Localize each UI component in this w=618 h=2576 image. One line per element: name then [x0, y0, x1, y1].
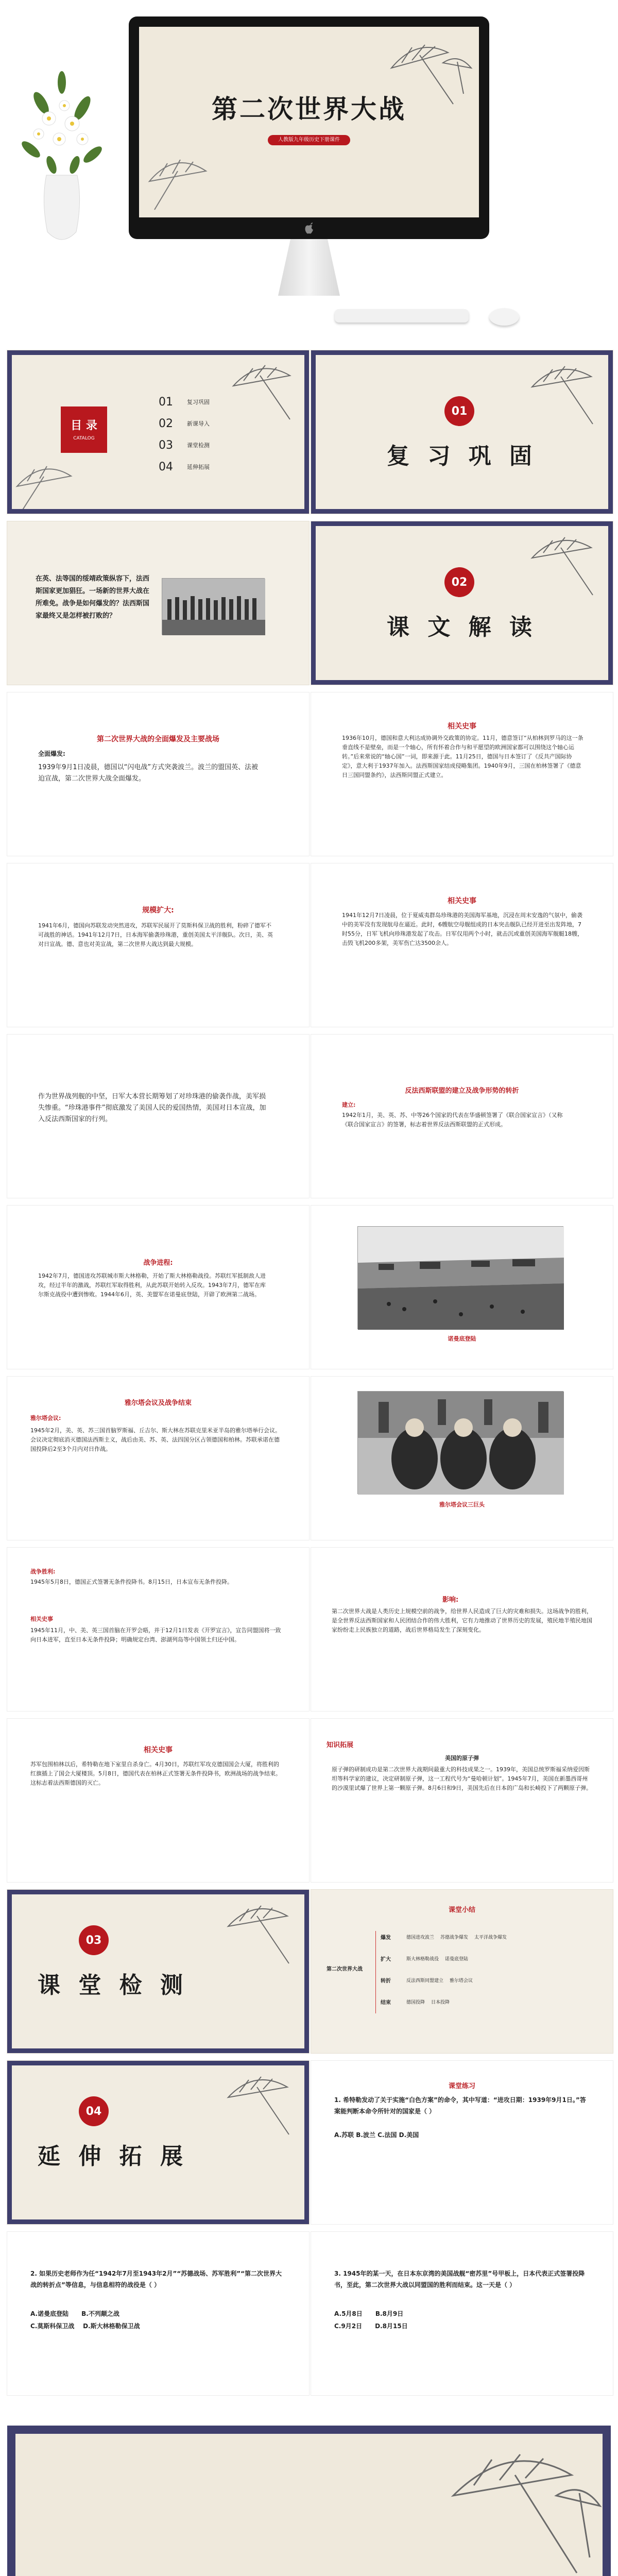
content-slide-pearl-harbor [311, 863, 613, 1027]
content-slide-outbreak [7, 692, 309, 856]
slide-label: 雅尔塔会议: [30, 1415, 61, 1421]
decorative-umbrella-icon [438, 2434, 603, 2576]
slide-body: 1939年9月1日凌晨，德国以“闪电战”方式突袭波兰。波兰的盟国英、法被迫宣战，第二次世界大战全面爆发。 [38, 764, 259, 783]
question-options[interactable]: A.诺曼底登陆 B.不列颠之战 [30, 2310, 119, 2317]
flower-vase-image [10, 36, 113, 252]
soldiers-photo-image [162, 579, 265, 635]
slide-subheading: 美国的原子弹 [445, 1755, 479, 1761]
content-slide-yalta-photo [311, 1377, 613, 1540]
intro-slide [7, 521, 309, 685]
slide-heading: 第二次世界大战的全面爆发及主要战场 [97, 735, 219, 743]
photo-caption: 雅尔塔会议三巨头 [439, 1501, 485, 1508]
toc-slide [7, 350, 309, 514]
content-slide-axis [311, 692, 613, 856]
slide-label: 相关史事 [30, 1616, 53, 1622]
branch-item: 德国进攻波兰 [406, 1935, 435, 1940]
slide-heading: 规模扩大: [142, 906, 174, 914]
hero-section [0, 0, 618, 340]
section-number: 02 [444, 567, 474, 597]
photo-caption: 诺曼底登陆 [448, 1335, 476, 1342]
practice-slide-2 [7, 2232, 309, 2395]
slide-label: 全面爆发: [38, 750, 65, 757]
slide-body: 1942年7月，德国进攻苏联城市斯大林格勒，开始了斯大林格勒战役。苏联红军抵制敌人进攻，经过半年的激战，苏联红军取得胜利，从此苏联开始转入反攻。1943年7月，德军在库尔斯克战役中遭到惨败。1944年6月，英、美盟军在诺曼底登陆，开辟了欧洲第二战场。 [38, 1273, 266, 1298]
branch-item: 反法西斯同盟建立 [406, 1978, 444, 1984]
slide-body: 1945年2月，美、英、苏三国首脑罗斯福、丘吉尔、斯大林在苏联克里米亚半岛的雅尔塔举行会议。会议决定彻底消灭德国法西斯主义，战后由美、苏、英、法四国分区占领德国和柏林。苏联承诺在德国投降后2至3个月内对日作战。 [30, 1427, 281, 1452]
content-slide-alliance [311, 1035, 613, 1198]
toc-badge [61, 406, 107, 453]
decorative-umbrella-icon [522, 355, 609, 427]
hero-title: 第二次世界大战 [212, 94, 406, 124]
slide-heading: 战争进程: [143, 1259, 173, 1267]
content-slide-yalta [7, 1377, 309, 1540]
slide-body: 1945年11月，中、美、英三国首脑在开罗会晤，并于12月1日发表《开罗宣言》，宣告同盟国将一致向日本进军，直至日本无条件投降；明确规定台湾、澎湖列岛等中国领土归还中国。 [30, 1627, 281, 1643]
branch-item: 德国投降 [406, 1999, 425, 2005]
practice-slide-1 [311, 2061, 613, 2224]
slide-heading: 相关史事 [448, 897, 476, 905]
slide-body: 1941年6月，德国向苏联发动突然进攻，苏联军民展开了莫斯科保卫战的胜利，粉碎了德军不可战胜的神话。1941年12月7日，日本海军偷袭珍珠港，重创美国太平洋舰队。次日，美、英对日宣战。德、意也对美宣战，第二次世界大战达到最大规模。 [38, 922, 273, 947]
monitor-screen [139, 27, 479, 217]
toc-item-num: 03 [159, 438, 173, 452]
monitor-frame [129, 16, 489, 239]
question-options[interactable]: A.苏联 B.波兰 C.法国 D.美国 [334, 2131, 419, 2139]
toc-item-num: 01 [159, 395, 173, 409]
yalta-photo-image [358, 1392, 564, 1495]
decorative-umbrella-icon [218, 1894, 305, 1967]
toc-item-num: 04 [159, 460, 173, 473]
summary-slide [311, 1890, 613, 2053]
decorative-umbrella-icon [218, 2065, 305, 2138]
toc-item-label: 复习巩固 [187, 399, 210, 405]
toc-badge-sub: CATALOG [73, 436, 95, 441]
branch-item: 苏德战争爆发 [440, 1935, 469, 1940]
slide-heading: 反法西斯联盟的建立及战争形势的转折 [405, 1087, 519, 1095]
ending-slide [7, 2426, 611, 2576]
branch-item: 诺曼底登陆 [445, 1956, 469, 1962]
toc-item[interactable] [159, 391, 262, 413]
section-number: 04 [79, 2096, 109, 2126]
slide-body: 苏军包围柏林以后，希特勒在地下室里自杀身亡。4月30日，苏联红军攻克德国国会大厦，将胜利的红旗插上了国会大厦楼顶。5月8日，德国代表在柏林正式签署无条件投降书，欧洲战场的战争结束。这标志着法西斯德国的灭亡。 [30, 1761, 281, 1786]
monitor-stand [278, 239, 340, 296]
content-slide-progress [7, 1206, 309, 1369]
branch-label: 爆发 [381, 1935, 391, 1941]
content-slide-normandy [311, 1206, 613, 1369]
slide-heading: 知识拓展 [327, 1741, 354, 1749]
intro-question: 在英、法等国的绥靖政策纵容下，法西斯国家更加猖狂。一场新的世界大战在所难免。战争是如何爆发的？法西斯国家最终又是怎样被打败的？ [36, 575, 150, 620]
hero-subtitle: 人教版九年级历史下册课件 [268, 135, 350, 145]
slide-label: 战争胜利: [30, 1568, 56, 1575]
question-text: 1. 希特勒发动了关于实施“白色方案”的命令，其中写道：“进攻日期：1939年9月1日。”答案能判断本命令所针对的国家是（ ） [334, 2096, 586, 2115]
toc-item[interactable] [159, 413, 262, 434]
summary-title: 课堂小结 [448, 1906, 475, 1914]
slide-heading: 相关史事 [448, 722, 476, 731]
keyboard [335, 309, 469, 323]
section-title: 课 堂 检 测 [38, 1972, 188, 1998]
slide-heading: 雅尔塔会议及战争结束 [124, 1399, 192, 1407]
slide-body: 作为世界战列舰的中坚，日军大本营长期筹划了对珍珠港的偷袭作战，美军损失惨重。“珍珠港事件”彻底激发了美国人民的爱国热情，美国对日本宣战，加入反法西斯国家的行列。 [38, 1093, 266, 1123]
question-text: 3. 1945年的某一天，在日本东京湾的美国战舰“密苏里”号甲板上，日本代表正式签署投降书，至此，第二次世界大战以同盟国的胜利而结束。这一天是（ ） [334, 2270, 585, 2289]
branch-label: 扩大 [381, 1956, 391, 1962]
branch-item: 日本投降 [431, 1999, 450, 2005]
decorative-umbrella-icon [12, 458, 79, 514]
section-03-slide [7, 1890, 309, 2053]
section-02-slide [311, 521, 613, 685]
slide-body: 1936年10月，德国和意大利达成协调外交政策的协定。11月，德意签订“从柏林到罗马的这一条垂直线不是壁垒，而是一个轴心，所有怀着合作与和平愿望的欧洲国家都可以围绕这个轴心运转。”后来常说的“轴心国”一词，即来源于此。11月25日，德国与日本签订了《反共产国际协定》，意大利于1937年加入。法西斯国家结成侵略集团。1940年9月，三国在柏林签署了《德意日三国同盟条约》，法西斯同盟正式建立。 [342, 735, 583, 778]
section-04-slide [7, 2061, 309, 2224]
question-text: 2. 如果历史老师作为任“1942年7月至1943年2月”“苏德战场、苏军胜利”“第二次世界大战的转折点”等信息，与信息相符的战役是（ ） [30, 2270, 282, 2289]
slide-label: 建立: [342, 1101, 356, 1108]
question-options[interactable]: C.9月2日 D.8月15日 [334, 2323, 408, 2330]
section-number: 03 [79, 1925, 109, 1955]
toc-item-label: 延伸拓展 [187, 464, 210, 470]
apple-logo-icon [304, 223, 314, 234]
question-options[interactable]: C.莫斯科保卫战 D.斯大林格勒保卫战 [30, 2323, 140, 2330]
content-slide-atomic [311, 1719, 613, 1882]
branch-item: 雅尔塔会议 [450, 1978, 473, 1984]
normandy-photo-image [358, 1227, 564, 1330]
mind-map-root: 第二次世界大战 [327, 1967, 363, 1972]
section-01-slide [311, 350, 613, 514]
slide-heading: 影响: [442, 1596, 459, 1604]
slide-body: 原子弹的研制成功是第二次世界大战期间最重大的科技成果之一。1939年，美国总统罗斯福采纳爱因斯坦等科学家的建议，决定研制原子弹，这一工程代号为“曼哈顿计划”。1945年7月，美国在新墨西哥州的沙漠里试爆了世界上第一颗原子弹。8月6日和9日，美国先后在日本的广岛和长崎投下了两颗原子弹。 [332, 1766, 592, 1791]
branch-item: 太平洋战争爆发 [474, 1935, 507, 1940]
content-slide-impact [311, 1548, 613, 1711]
ending-title [15, 2565, 603, 2576]
slide-heading: 相关史事 [144, 1746, 173, 1754]
practice-slide-3 [311, 2232, 613, 2395]
toc-list [159, 391, 262, 478]
yalta-photo [357, 1391, 563, 1494]
decorative-umbrella-icon [522, 526, 609, 598]
section-number: 01 [444, 396, 474, 426]
toc-item-label: 新课导入 [187, 420, 210, 427]
section-title: 课 文 解 读 [387, 614, 537, 640]
toc-badge-label: 目 录 [71, 419, 97, 432]
slide-body: 1941年12月7日凌晨，位于夏威夷群岛珍珠港的美国海军基地，沉浸在周末安逸的气氛中，偷袭中的美军没有发现航母在逼近。此时，6艘航空母舰组成的日本突击舰队已经开进至出发阵地，7时55分，日军飞机向珍珠港发起了攻击。日军仅用两个小时，就击沉或重创美国海军舰艇18艘，击毁飞机200多架，美军伤亡达3500余人。 [342, 912, 583, 946]
mind-map-connector [375, 1931, 376, 2013]
branch-item: 斯大林格勒战役 [406, 1956, 439, 1962]
mind-map-branch [381, 1926, 597, 2012]
question-options[interactable]: A.5月8日 B.8月9日 [334, 2310, 404, 2317]
practice-title: 课堂练习 [448, 2082, 475, 2090]
content-slide-expansion [7, 863, 309, 1027]
toc-item-label: 课堂检测 [187, 442, 210, 449]
section-title: 复 习 巩 固 [387, 443, 537, 469]
slide-body: 1945年5月8日，德国正式签署无条件投降书。8月15日，日本宣布无条件投降。 [30, 1579, 233, 1585]
mouse [489, 308, 519, 326]
decorative-umbrella-icon [144, 150, 216, 212]
content-slide-victory [7, 1548, 309, 1711]
section-title: 延 伸 拓 展 [38, 2143, 188, 2170]
slide-body: 1942年1月，美、英、苏、中等26个国家的代表在华盛顿签署了《联合国家宣言》（又称《联合国家宣言》的签署，标志着世界反法西斯联盟的正式形成。 [342, 1112, 563, 1128]
content-slide-berlin [7, 1719, 309, 1882]
normandy-photo [357, 1226, 563, 1329]
content-slide-pearl-harbor-2 [7, 1035, 309, 1198]
slide-body: 第二次世界大战是人类历史上规模空前的战争，给世界人民造成了巨大的灾难和损失。这场战争的胜利，是全世界反法西斯国家和人民团结合作的伟大胜利，它有力地推动了世界历史的发展，殖民地半殖民地国家纷纷走上民族独立的道路，战后世界格局发生了深刻变化。 [332, 1608, 592, 1633]
toc-item[interactable] [159, 456, 262, 478]
toc-item[interactable] [159, 434, 262, 456]
branch-label: 转折 [381, 1978, 391, 1984]
soldiers-photo [162, 578, 265, 635]
branch-label: 结束 [381, 1999, 391, 2006]
toc-item-num: 02 [159, 417, 173, 430]
